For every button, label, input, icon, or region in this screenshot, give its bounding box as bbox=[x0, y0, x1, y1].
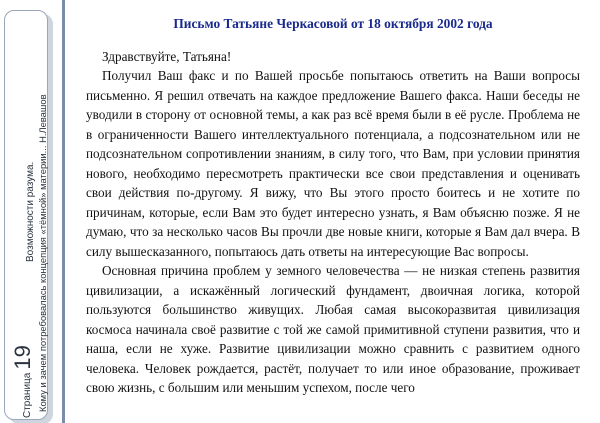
letter-greeting: Здравствуйте, Татьяна! bbox=[102, 48, 232, 64]
paragraph: Основная причина проблем у земного человечества — не низкая степень развития цивилизации, а искажённый логический фундамент, двоичная логика, которой пользуются большинство живущих. Любая самая высокоразвитая цивилизация космоса начинала своё развитие с той же самой примитивной ступени развития, что и наша, если не хуже. Развитие цивилизации можно сравнить с развитием одного человека. Человек рождается, растёт, получает то или иное образование, проживает свою жизнь, с большим или меньшим успехом, после чего bbox=[86, 263, 580, 395]
page-indicator bbox=[12, 345, 39, 418]
page-sidebar bbox=[0, 0, 62, 423]
chapter-title: Кому и зачем потребовалась концепция «тёмной» материи... Н.Левашов bbox=[37, 94, 48, 412]
letter-title: Письмо Татьяне Черкасовой от 18 октября 2002 года bbox=[173, 16, 493, 31]
sidebar-divider bbox=[62, 0, 65, 423]
paragraph: Получил Ваш факс и по Вашей просьбе попытаюсь ответить на Ваши вопросы письменно. Я решил отвечать на каждое предложение Вашего факса. Наши беседы не уводили в сторону от основной темы, а как раз всё время были в её русле. Проблема не в ограниченности Вашего интеллектуального потенциала, а подсознательном или не подсознательном сопротивлении знаниям, в силу того, что Вам, при условии принятия нового, необходимо пересмотреть практически все свои представления и оценивать свои действия по-другому. Я вижу, что Вы этого просто боитесь и не хотите по причинам, которые, если Вам это будет интересно узнать, я Вам объясню позже. Я не думаю, что за несколько часов Вы прочли две новые книги, которые я Вам дал вчера. В силу вышесказанного, попытаюсь дать ответы на интересующие Вас вопросы. bbox=[86, 68, 580, 259]
page-label: Страница bbox=[22, 372, 33, 418]
letter-body bbox=[86, 14, 580, 414]
book-title: Возможности разума. bbox=[25, 161, 36, 262]
page-number: 19 bbox=[10, 345, 35, 370]
